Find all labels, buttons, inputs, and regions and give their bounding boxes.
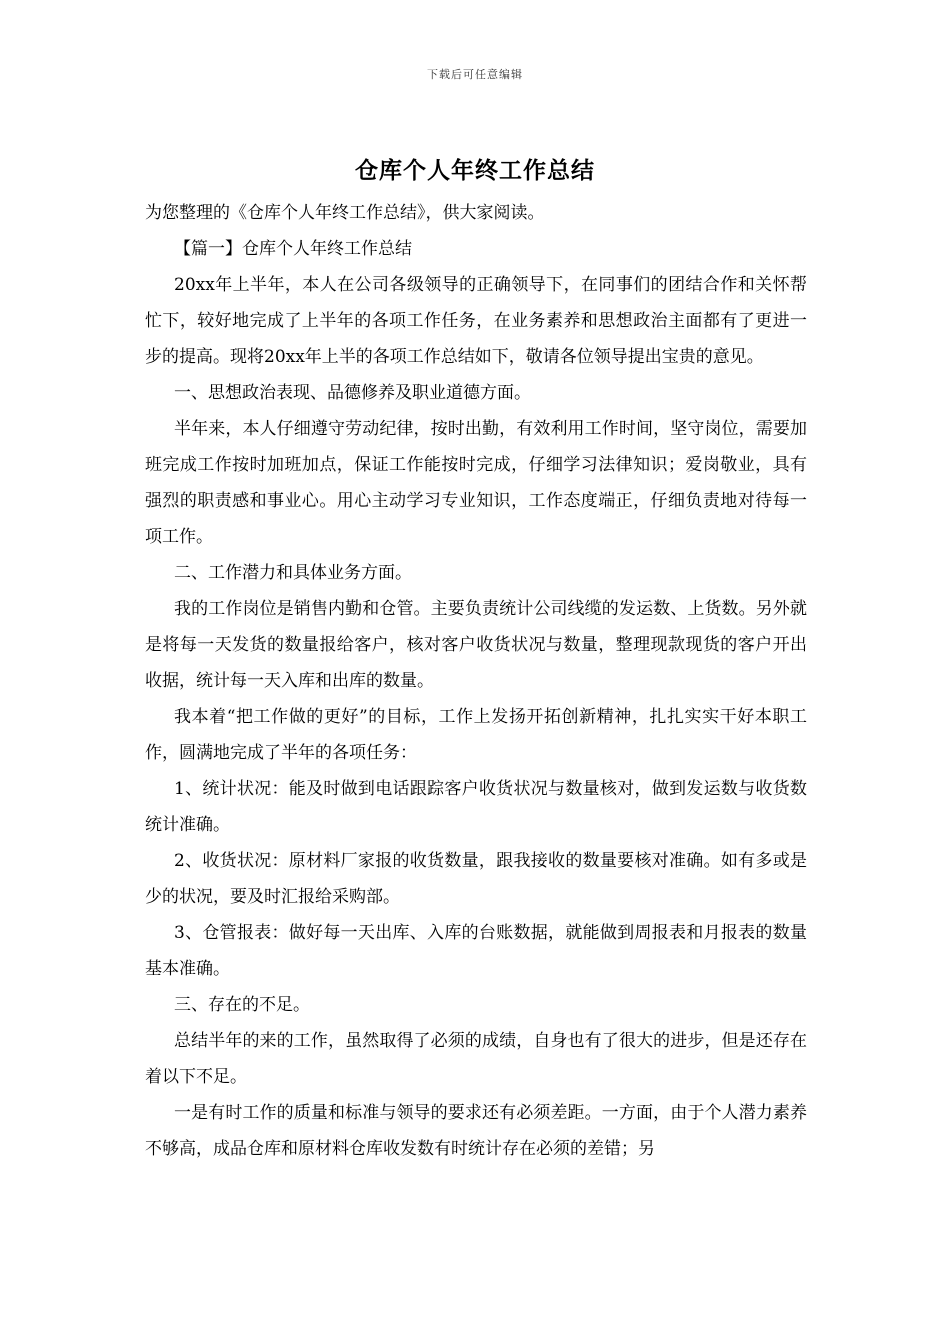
paragraph-conduct: 半年来，本人仔细遵守劳动纪律，按时出勤，有效利用工作时间，坚守岗位，需要加班完成工作按时加班加点，保证工作能按时完成，仔细学习法律知识；爱岗敬业，具有强烈的职责感和事业心。用心主动学习专业知识，工作态度端正，仔细负责地对待每一项工作。 [145, 419, 807, 547]
list-item-reports: 3、仓管报表：做好每一天出库、入库的台账数据，就能做到周报表和月报表的数量基本准确。 [145, 923, 807, 979]
document-body [145, 195, 807, 1167]
header-note: 下载后可任意编辑 [427, 68, 523, 81]
list-item-statistics: 1、统计状况：能及时做到电话跟踪客户收货状况与数量核对，做到发运数与收货数统计准确。 [145, 779, 807, 835]
section-heading-2: 二、工作潜力和具体业务方面。 [174, 563, 412, 583]
list-item-receiving: 2、收货状况：原材料厂家报的收货数量，跟我接收的数量要核对准确。如有多或是少的状况，要及时汇报给采购部。 [145, 851, 807, 907]
paragraph-shortcoming: 一是有时工作的质量和标准与领导的要求还有必须差距。一方面，由于个人潜力素养不够高，成品仓库和原材料仓库收发数有时统计存在必须的差错；另 [145, 1103, 807, 1159]
paragraph-duties: 我的工作岗位是销售内勤和仓管。主要负责统计公司线缆的发运数、上货数。另外就是将每一天发货的数量报给客户，核对客户收货状况与数量，整理现款现货的客户开出收据，统计每一天入库和出库的数量。 [145, 599, 807, 691]
section-heading-1: 一、思想政治表现、品德修养及职业道德方面。 [174, 383, 531, 403]
paragraph-summary: 总结半年的来的工作，虽然取得了必须的成绩，自身也有了很大的进步，但是还存在着以下不足。 [145, 1031, 807, 1087]
paragraph-opening: 20xx年上半年，本人在公司各级领导的正确领导下，在同事们的团结合作和关怀帮忙下，较好地完成了上半年的各项工作任务，在业务素养和思想政治主面都有了更进一步的提高。现将20xx年上半的各项工作总结如下，敬请各位领导提出宝贵的意见。 [145, 275, 807, 367]
section-heading-3: 三、存在的不足。 [174, 995, 310, 1015]
paragraph-intro: 为您整理的《仓库个人年终工作总结》，供大家阅读。 [145, 203, 545, 223]
paragraph-goal: 我本着“把工作做的更好”的目标，工作上发扬开拓创新精神，扎扎实实干好本职工作，圆满地完成了半年的各项任务： [145, 707, 807, 763]
section-heading-part-one: 【篇一】仓库个人年终工作总结 [174, 239, 412, 259]
document-title: 仓库个人年终工作总结 [355, 157, 595, 184]
